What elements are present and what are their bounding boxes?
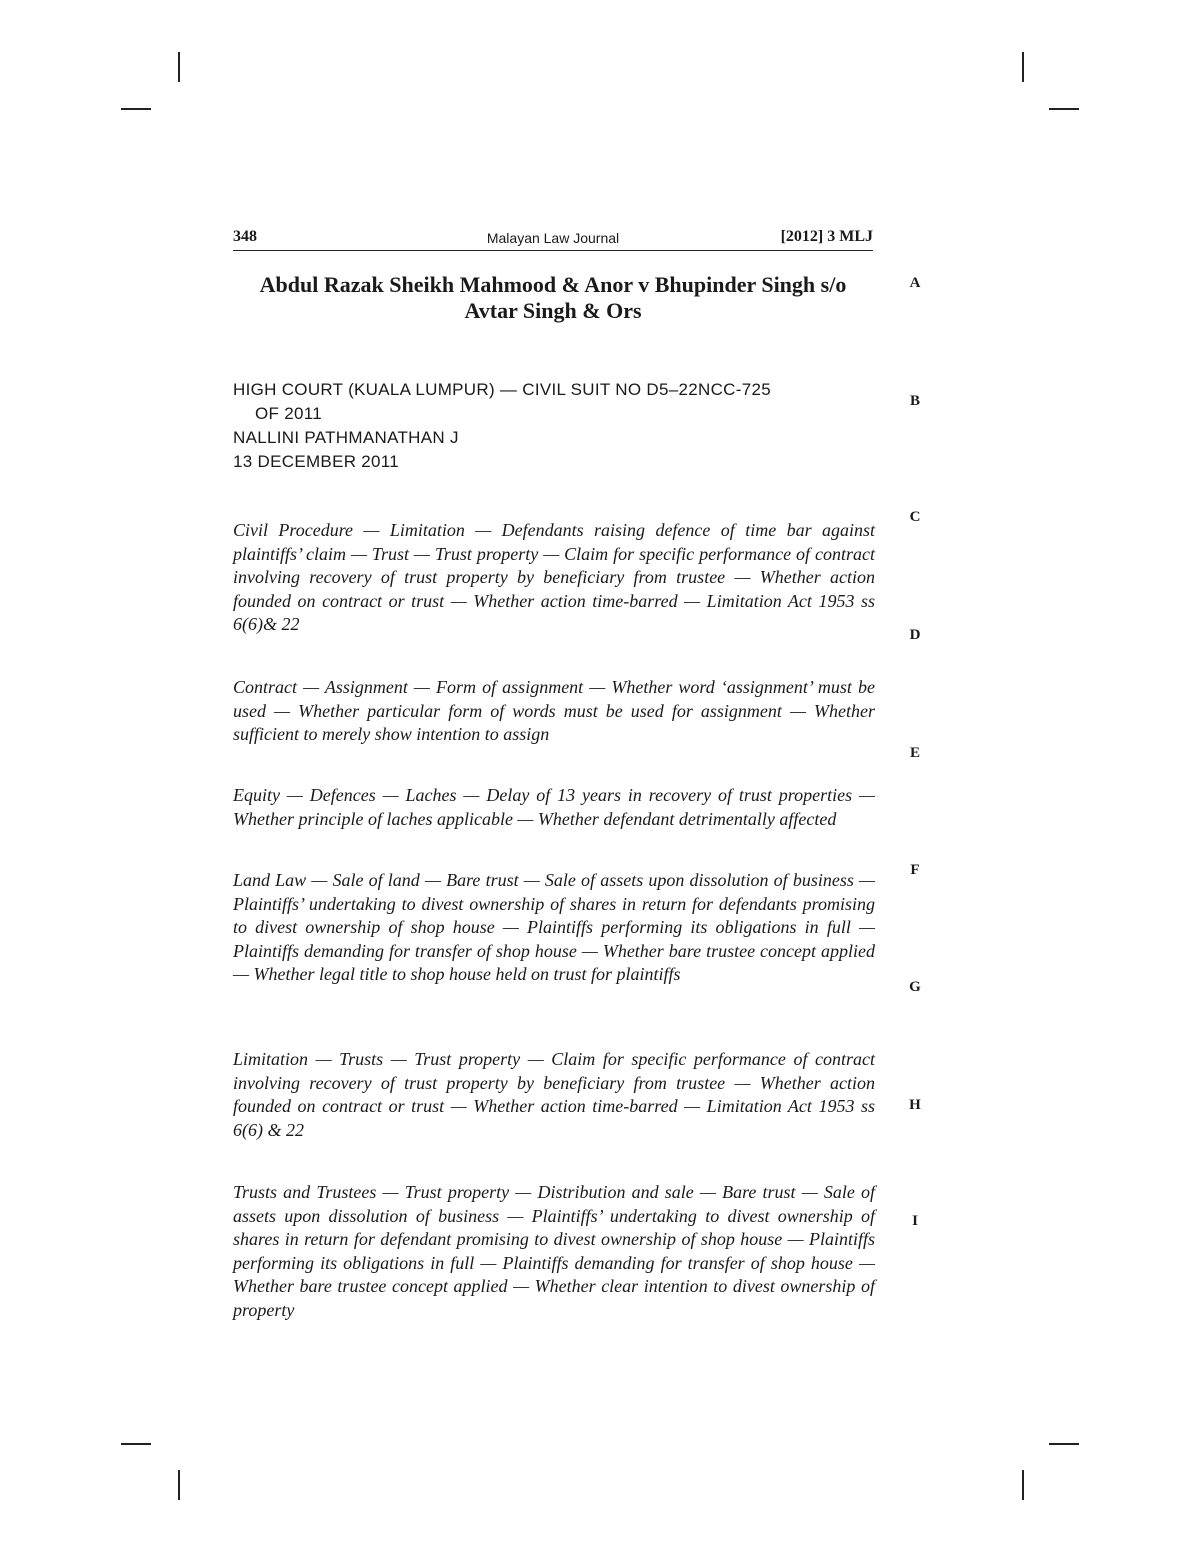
court-line: HIGH COURT (KUALA LUMPUR) — CIVIL SUIT NO D5–22NCC-725 <box>233 380 771 399</box>
catchword-land-law: Land Law — Sale of land — Bare trust — Sale of assets upon dissolution of business — Plaintiffs’ undertaking to divest ownership of shares in return for defendants promising to divest ownership of shop house — Plaintiffs performing its obligations in full — Plaintiffs demanding for transfer of shop house — Whether bare trustee concept applied — Whether legal title to shop house held on trust for plaintiffs <box>233 870 875 984</box>
case-title: Abdul Razak Sheikh Mahmood & Anor v Bhupinder Singh s/o Avtar Singh & Ors <box>259 272 847 323</box>
citation: [2012] 3 MLJ <box>780 228 873 245</box>
margin-letter-g: G <box>909 979 921 995</box>
margin-letter-b: B <box>909 393 920 409</box>
catchword-equity: Equity — Defences — Laches — Delay of 13 years in recovery of trust properties — Whether principle of laches applicable — Whether defendant detrimentally affected <box>233 785 875 829</box>
crop-mark <box>178 52 180 82</box>
margin-letter-f: F <box>910 862 920 878</box>
catchword-trusts: Trusts and Trustees — Trust property — Distribution and sale — Bare trust — Sale of assets upon dissolution of business — Plaintiffs’ undertaking to divest ownership of shares in return for defendant promising to divest ownership of shop house — Plaintiffs performing its obligations in full — Plaintiffs demanding for transfer of shop house — Whether bare trustee concept applied — Whether clear intention to divest ownership of property <box>233 1182 875 1320</box>
journal-name: Malayan Law Journal <box>486 230 620 246</box>
crop-mark <box>1049 108 1079 110</box>
judge-name: NALLINI PATHMANATHAN J <box>233 428 459 447</box>
catchword-contract: Contract — Assignment — Form of assignment — Whether word ‘assignment’ must be used — Whether particular form of words must be used for assignment — Whether sufficient to merely show intention to assign <box>233 677 875 744</box>
margin-letter-e: E <box>909 745 920 761</box>
crop-mark <box>121 1443 151 1445</box>
margin-letter-h: H <box>909 1097 921 1113</box>
crop-mark <box>121 108 151 110</box>
margin-letter-i: I <box>912 1213 918 1229</box>
court-line-continued: OF 2011 <box>255 404 322 423</box>
margin-letter-a: A <box>909 275 921 291</box>
crop-mark <box>1049 1443 1079 1445</box>
crop-mark <box>1022 1470 1024 1500</box>
catchword-civil-procedure: Civil Procedure — Limitation — Defendants raising defence of time bar against plaintiffs’ claim — Trust — Trust property — Claim for specific performance of contract involving recovery of trust property by beneficiary from trustee — Whether action founded on contract or trust — Whether action time-barred — Limitation Act 1953 ss 6(6)& 22 <box>233 520 875 634</box>
running-header <box>233 226 873 251</box>
decision-date: 13 DECEMBER 2011 <box>233 452 400 471</box>
margin-letter-d: D <box>909 627 921 643</box>
crop-mark <box>178 1470 180 1500</box>
crop-mark <box>1022 52 1024 82</box>
court-details <box>233 378 878 474</box>
catchword-limitation: Limitation — Trusts — Trust property — Claim for specific performance of contract involving recovery of trust property by beneficiary from trustee — Whether action founded on contract or trust — Whether action time-barred — Limitation Act 1953 ss 6(6) & 22 <box>233 1049 875 1140</box>
margin-letter-c: C <box>909 509 921 525</box>
page-number: 348 <box>233 228 257 245</box>
